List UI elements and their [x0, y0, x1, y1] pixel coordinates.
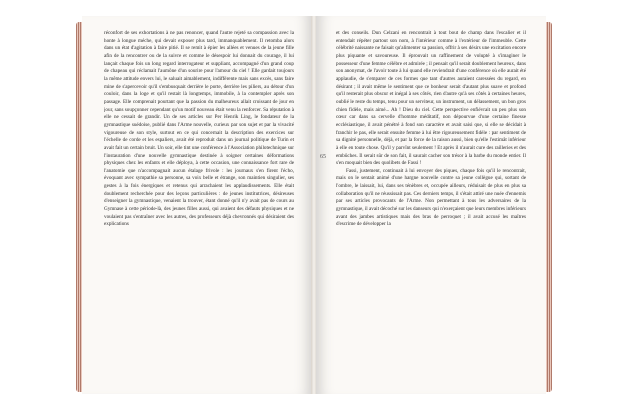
left-page	[82, 16, 312, 394]
right-paragraph-1: et des conseils. Dun Celzani en rencontrait à tout bout de champ dans l'escalier et il entendait répéter partout son nom, à l'intérieur comme à l'extérieur de l'immeuble. Cette célébrité naissante ne faisait qu'alimenter sa passion, offrir à ses désirs une excitation encore plus piquante et savoureuse. Il éprouvait un raffinement de volupté à s'imaginer le possesseur d'une femme célèbre et admirée ; il pensait qu'il serait doublement heureux, dans son anonymat, de l'avoir toute à lui quand elle reviendrait d'une conférence où elle aurait été applaudie, de s'emparer de ces formes que tant d'autres auraient caressées du regard, en désirant ; il avait même le sentiment que ce bonheur serait d'autant plus suave et profond qu'il resterait plus obscur et inégal à ses côtés, rien d'autre qu'à ses côtés à certaines heures, oublié le reste du temps, tenu pour un serviteur, un instrument, un délassement, un bon gros chien fidèle, mais aimé... Ah ! Dieu du ciel. Cette perspective enfiévrait un peu plus son cœur car dans sa cervelle d'homme méditatif, non dépourvue d'une certaine finesse ecclésiastique, il avait pénétré à fond son caractère et avait saisi que, si elle se décidait à franchir le pas, elle serait ensuite femme à lui être rigoureusement fidèle : par sentiment de sa dignité personnelle, déjà, et par la force de la raison aussi, bien qu'elle l'estimât inférieur à elle en toute chose. Qu'il y parvînt seulement ! Et après il n'aurait cure des railleries et des embûches. Il serait sûr de son fait, il saurait cacher son trésor à la barbe du monde entier. Il s'en moquait bien des quolibets de Fassi !	[336, 30, 526, 167]
right-paragraph-2: Fassi, justement, continuait à lui envoyer des piques, chaque fois qu'il le rencontrait, mais on le sentait animé d'une hargne nouvelle contre sa jeune collègue qui, sortant de l'ombre, le laissait, lui, dans ses ténèbres et, occupée ailleurs, réduisait de plus en plus sa collaboration qu'il ne réussissait pas. Ces derniers temps, il s'était attiré une nuée d'ennemis par ses articles provocants de l'Arme. Non permettant à tous les adversaires de la gymnastique, il avait décoché sur les danseurs qui n'exerçaient que leurs membres inférieurs avant des jambes artistiques mais des bras de perroquet ; il avait accusé les maîtres d'escrime de développer la	[336, 167, 526, 228]
page-number: 65	[320, 154, 326, 160]
right-page-text	[336, 30, 526, 384]
right-page	[316, 16, 546, 394]
open-book	[82, 16, 546, 394]
left-page-text	[104, 30, 294, 384]
left-paragraph-1: réconfort de ses exhortations à ne pas renoncer, quand l'autre rejeté sa compassion avec la honte à longue méche, qui devait exposer plus tard, immanquablement. Il retomba alors dans un état d'agitation à faire pitié. Il se remit à épier les allées et venues de la jeune fille afin de la rencontrer ou de la suivre et comme le désespoir lui donnait du courage, il lui lançait chaque fois un long regard interrogateur et suppliant, accompagné d'un grand coup de chapeau qui réclamait l'aumône d'un sourire pour l'amour du ciel ! Elle gardait toujours la même attitude envers lui, le saluait aimablement, indifférente mais sans excès, sans faire mine de s'apercevoir qu'il s'embusquait derrière le porte, derrière les piliers, au détour d'un couloir, dans la loge et qu'il restait là longtemps, immobile, à la contempler après son passage. Elle comprenait pourtant que la passion du malheureux allait croissant de jour en jour, sans soupçonner cependant qu'un motif nouveau était venu la renforcer. Sa réputation à elle ne cessait de grandir. Un de ses articles sur Per Henrik Ling, le fondateur de la gymnastique suédoise, publié dans l'Arme nouvelle, curieux par son sujet et par la vivacité vigoureuse de son style, surtout en ce qui concernait la description des exercices sur l'échelle de corde et les espaliers, avait été reproduit dans un journal politique de Turin et avait fait un certain bruit. Un soir, elle tint une conférence à l'Association philotechnique sur l'instauration d'une nouvelle gymnastique destinée à soigner certaines déformations physiques chez les enfants et elle déploya, à cette occasion, une connaissance fort rare de l'anatomie que n'accompagnait aucun étalage frivole : les journaux s'en firent l'écho, évoquant avec sympathie sa personne, sa voix belle et étrange, son maintien singulier, ses gestes à la fois énergiques et retenus qui arrachaient les applaudissements. Elle était doublement recherchée pour des leçons particulières : de jeunes institutrices, désireuses d'enseigner la gymnastique, venaient la trouver, étant donné qu'il n'y avait pas de cours au Gymnase à cette période-là, des jeunes filles aussi, qui avaient des défauts physiques et ne voulaient pas s'entraîner avec les autres, des professeurs déjà chevronnés qui désiraient des explications	[104, 30, 294, 228]
